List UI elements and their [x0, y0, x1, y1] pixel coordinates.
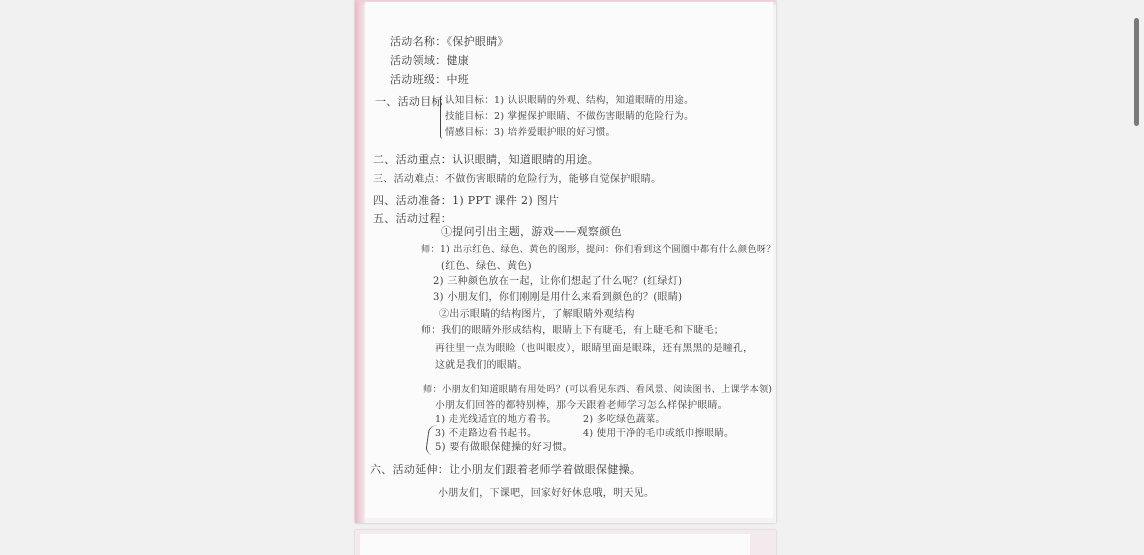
section-process-heading: 五、活动过程： — [373, 212, 453, 225]
process-teacher-3-cont: 小朋友们回答的都特别棒，那今天跟着老师学习怎么样保护眼睛。 — [435, 400, 728, 411]
process-teacher-2-cont: 再往里一点为眼睑（也叫眼皮），眼睛里面是眼珠，还有黑黑的是瞳孔， — [435, 343, 754, 354]
protect-tip-3: 3) 不走路边看书起书。 — [435, 428, 537, 439]
handwritten-lesson-plan — [365, 2, 776, 518]
protect-tip-2: 2) 多吃绿色蔬菜。 — [583, 414, 666, 425]
closing-line: 小朋友们，下课吧，回家好好休息哦，明天见。 — [438, 488, 655, 499]
section-goals-heading: 一、活动目标 — [375, 95, 443, 108]
process-question-3: 3) 小朋友们，你们刚刚是用什么来看到颜色的？(眼睛) — [433, 292, 683, 303]
process-teacher-2: 师：我们的眼睛外形成结构，眼睛上下有睫毛，有上睫毛和下睫毛； — [421, 325, 724, 336]
process-answer-1: (红色、绿色、黄色) — [441, 261, 532, 272]
goal-emotion: 情感目标：3) 培养爱眼护眼的好习惯。 — [445, 127, 616, 138]
goal-skill: 技能目标：2) 掌握保护眼睛、不做伤害眼睛的危险行为。 — [445, 111, 694, 122]
page-edge — [355, 0, 365, 523]
section-key-point: 二、活动重点：认识眼睛，知道眼睛的用途。 — [373, 153, 599, 166]
section-preparation: 四、活动准备：1) PPT 课件 2) 图片 — [373, 194, 560, 207]
section-extension: 六、活动延伸：让小朋友们跟着老师学着做眼保健操。 — [370, 463, 642, 476]
process-teacher-3: 师：小朋友们知道眼睛有用处吗？(可以看见东西、看风景、阅读图书、上课学本领) — [423, 384, 773, 395]
process-teacher-1: 师：1) 出示红色、绿色、黄色的图形，提问：你们看到这个圆圈中都有什么颜色呀？ — [421, 244, 776, 255]
protect-tip-1: 1) 走光线适宜的地方看书。 — [435, 414, 557, 425]
section-difficulty: 三、活动难点：不做伤害眼睛的危险行为，能够自觉保护眼睛。 — [373, 174, 662, 185]
process-step-2: ②出示眼睛的结构图片，了解眼睛外观结构 — [439, 309, 635, 320]
next-page-paper — [360, 534, 750, 555]
process-question-2: 2) 三种颜色放在一起，让你们想起了什么呢？(红绿灯) — [433, 276, 683, 287]
goal-cognitive: 认知目标：1) 认识眼睛的外观、结构，知道眼睛的用途。 — [445, 95, 694, 106]
process-teacher-2-end: 这就是我们的眼睛。 — [435, 360, 528, 371]
next-document-page — [355, 530, 776, 555]
activity-class: 活动班级：中班 — [390, 73, 470, 86]
document-page — [355, 0, 776, 523]
protect-tip-5: 5) 要有做眼保健操的好习惯。 — [435, 442, 573, 453]
protect-tip-4: 4) 使用干净的毛巾或纸巾擦眼睛。 — [583, 428, 734, 439]
process-step-1: ①提问引出主题，游戏——观察颜色 — [441, 225, 622, 238]
activity-field: 活动领域：健康 — [390, 54, 470, 67]
vertical-scrollbar[interactable] — [1129, 0, 1144, 555]
scrollbar-thumb[interactable] — [1134, 18, 1139, 126]
activity-name: 活动名称：《保护眼睛》 — [390, 35, 509, 48]
